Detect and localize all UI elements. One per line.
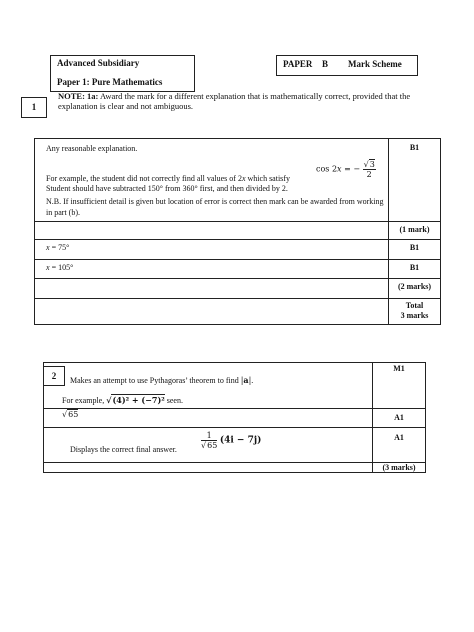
q2-row3-mark: A1 (394, 433, 404, 442)
q1-answer-2: x = 105° (46, 263, 74, 272)
q1-row1-line3: Student should have subtracted 150° from 360° first, and then divided by 2. (46, 184, 288, 193)
q2-row1-example: For example, √(4)² + (−7)² seen. (62, 395, 183, 405)
header-subtitle: Advanced Subsidiary (57, 58, 140, 68)
note (58, 91, 423, 111)
q1-number: 1 (31, 102, 37, 112)
table-row (35, 299, 441, 325)
q1-row5-mark: (2 marks) (397, 282, 432, 291)
q1-number-box (21, 97, 47, 118)
q1-row1-line2: For example, the student did not correctly find all values of 2x which satisfy (46, 174, 290, 183)
q1-row3-mark: B1 (409, 243, 420, 252)
q1-total-line1: Total (405, 301, 424, 310)
q2-total: (3 marks) (382, 463, 416, 472)
header-right-box (276, 55, 418, 76)
q1-answer-1: x = 75° (46, 243, 70, 252)
q2-number-box (43, 366, 65, 386)
q1-mark-table (34, 138, 441, 325)
q2-row1-mark: M1 (393, 364, 405, 373)
table-row (44, 363, 426, 409)
paper-label: PAPER (283, 59, 313, 69)
q1-row1-line4: N.B. If insufficient detail is given but location of error is correct then mark can be awarded from working in part (b). (46, 197, 384, 217)
table-row (35, 279, 441, 299)
q2-final-answer: $\frac{1}{√65}$ (4i − 7j) (201, 431, 262, 450)
table-row (44, 428, 426, 463)
q2-number: 2 (51, 371, 57, 381)
q2-mark-table (43, 362, 426, 473)
table-row (44, 463, 426, 473)
q1-total-line2: 3 marks (400, 311, 429, 320)
q1-row4-mark: B1 (409, 263, 420, 272)
table-row (35, 139, 441, 222)
table-row (35, 260, 441, 279)
paper-code: B (322, 59, 329, 69)
note-text: Award the mark for a different explanation that is mathematically correct, provided that the explanation is clear and not ambiguous. (58, 91, 411, 111)
abs-vector: |a| (240, 375, 252, 385)
q2-row1-text: Makes an attempt to use Pythagoras’ theorem to find |a|. (70, 375, 254, 385)
q1-row1-line1: Any reasonable explanation. (46, 144, 138, 153)
q1-row2-mark: (1 mark) (399, 225, 430, 234)
table-row (35, 222, 441, 240)
header-left-box (50, 55, 195, 92)
header-paper-title: Paper 1: Pure Mathematics (57, 77, 163, 87)
q1-formula: cos 2x = − $\frac{√3}{2}$ (316, 160, 375, 179)
q2-row3-text: Displays the correct final answer. (70, 445, 177, 454)
note-prefix: NOTE: 1a: (58, 91, 99, 101)
table-row (35, 240, 441, 260)
mark-scheme-label: Mark Scheme (348, 59, 402, 69)
q2-root-value: √65 (62, 410, 79, 419)
q2-row2-mark: A1 (394, 413, 404, 422)
table-row (44, 409, 426, 428)
pythagoras-expression: √(4)² + (−7)² (106, 395, 165, 405)
q1-row1-mark: B1 (409, 143, 420, 152)
